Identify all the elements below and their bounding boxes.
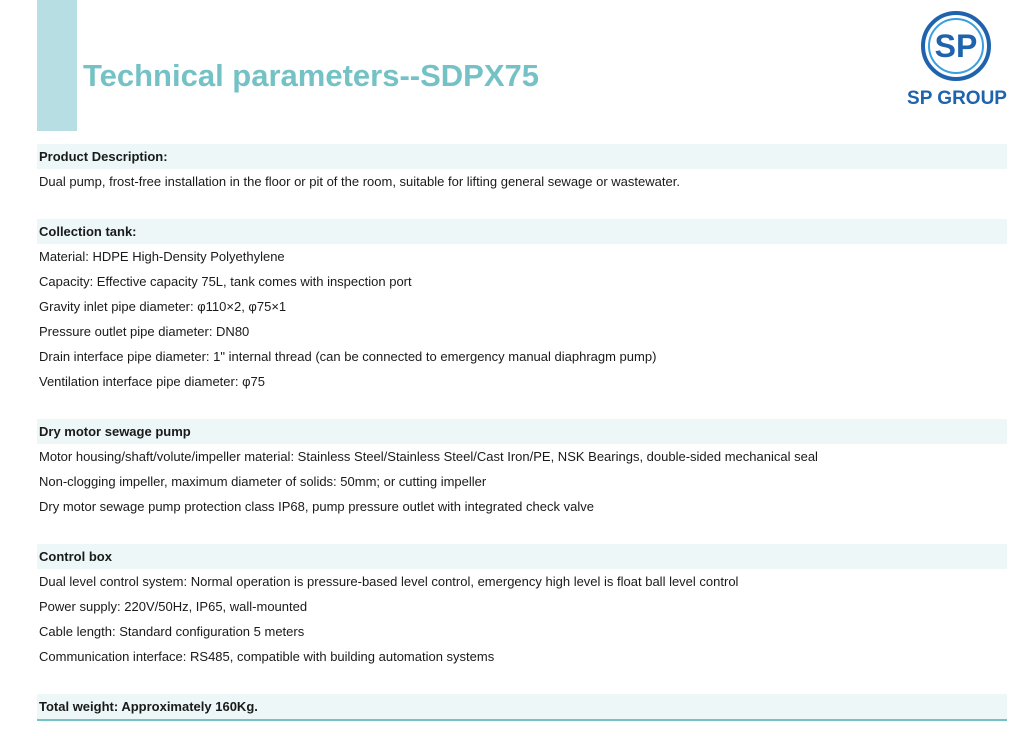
param-line: Dual level control system: Normal operation is pressure-based level control, emergency high level is float ball level control [39, 574, 739, 589]
param-line: Gravity inlet pipe diameter: φ110×2, φ75×1 [39, 299, 287, 314]
param-line: Dry motor sewage pump protection class IP68, pump pressure outlet with integrated check valve [39, 499, 594, 514]
param-line: Dual pump, frost-free installation in the floor or pit of the room, suitable for lifting general sewage or wastewater. [39, 174, 680, 189]
section-header: Product Description: [37, 144, 1007, 169]
param-line: Material: HDPE High-Density Polyethylene [39, 249, 285, 264]
section-header: Dry motor sewage pump [37, 419, 1007, 444]
section-total-weight [37, 694, 1007, 721]
parameters-content [37, 144, 1007, 721]
param-line: Non-clogging impeller, maximum diameter of solids: 50mm; or cutting impeller [39, 474, 487, 489]
sp-logo-icon [921, 11, 991, 81]
page-title: Technical parameters--SDPX75 [83, 58, 540, 93]
title-accent-bar [37, 0, 77, 131]
param-line: Motor housing/shaft/volute/impeller material: Stainless Steel/Stainless Steel/Cast Iron/PE, NSK Bearings, double-sided mechanical seal [39, 449, 818, 464]
param-line: Communication interface: RS485, compatible with building automation systems [39, 649, 495, 664]
param-line: Ventilation interface pipe diameter: φ75 [39, 374, 265, 389]
total-weight: Total weight: Approximately 160Kg. [37, 694, 1007, 721]
section-dry-motor-pump [37, 419, 1007, 519]
company-logo [899, 11, 1015, 111]
logo-text: SP GROUP [907, 88, 1007, 109]
section-header: Control box [37, 544, 1007, 569]
param-line: Capacity: Effective capacity 75L, tank comes with inspection port [39, 274, 412, 289]
section-header: Collection tank: [37, 219, 1007, 244]
param-line: Pressure outlet pipe diameter: DN80 [39, 324, 250, 339]
param-line: Cable length: Standard configuration 5 meters [39, 624, 305, 639]
section-control-box [37, 544, 1007, 669]
param-line: Drain interface pipe diameter: 1" internal thread (can be connected to emergency manual diaphragm pump) [39, 349, 657, 364]
param-line: Power supply: 220V/50Hz, IP65, wall-mounted [39, 599, 308, 614]
section-product-description [37, 144, 1007, 194]
section-collection-tank [37, 219, 1007, 394]
logo-mark-text: SP [934, 28, 978, 64]
